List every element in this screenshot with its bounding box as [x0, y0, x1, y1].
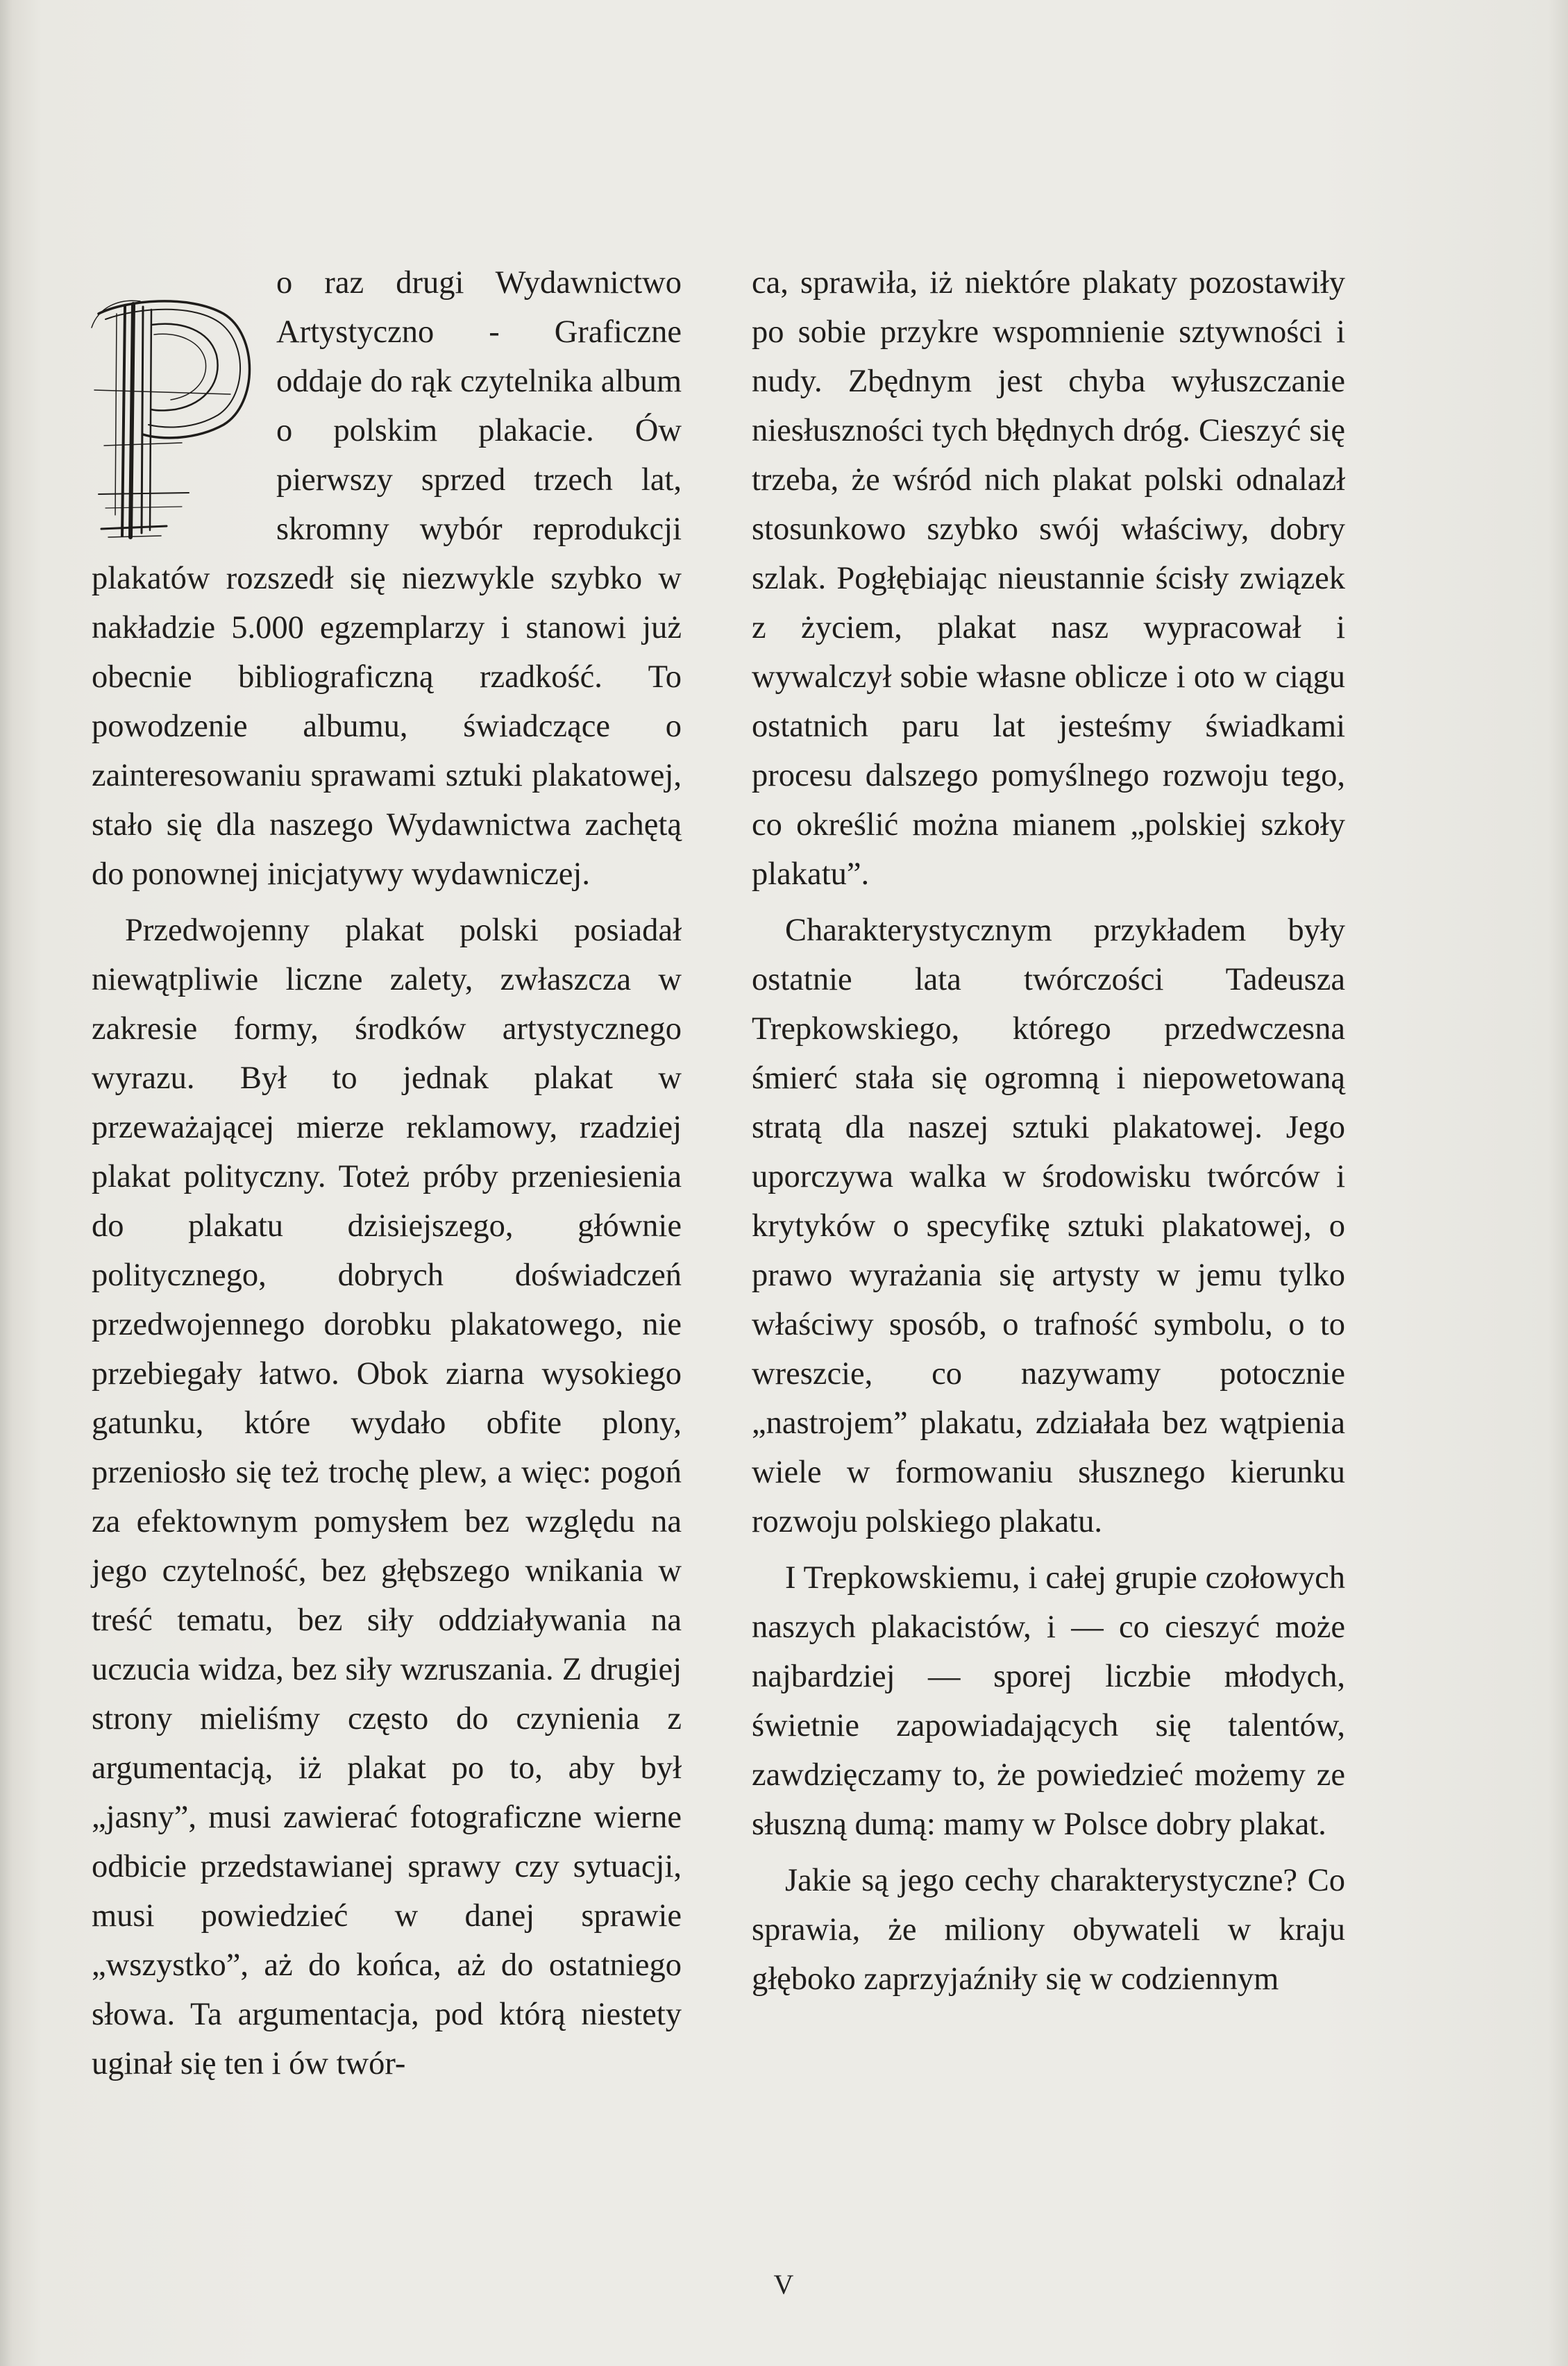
paragraph: ca, sprawiła, iż niektóre plakaty pozostawiły po sobie przykre wspomnienie sztywności i nudy. Zbędnym jest chyba wyłuszczanie niesłuszności tych błędnych dróg. Cieszyć się trzeba, że wśród nich plakat polski odnalazł stosunkowo szybko swój właściwy, dobry szlak. Pogłębiając nieustannie ścisły związek z życiem, plakat nasz wypracował i wywalczył sobie własne oblicze i oto w ciągu ostatnich paru lat jesteśmy świadkami procesu dalszego pomyślnego rozwoju tego, co określić można mianem „polskiej szkoły plakatu”.	[752, 265, 1345, 892]
page-number: V	[773, 2269, 795, 2300]
paragraph: o raz drugi Wydawnictwo Artystyczno - Graficzne oddaje do rąk czytelnika album o polskim plakacie. Ów pierwszy sprzed trzech lat, skromny wybór reprodukcji plakatów rozszedł się niezwykle szybko w nakładzie 5.000 egzemplarzy i stanowi już obecnie bibliograficzną rzadkość. To powodzenie albumu, świadczące o zainteresowaniu sprawami sztuki plakatowej, stało się dla naszego Wydawnictwa zachętą do ponownej inicjatywy wydawniczej.	[92, 265, 682, 892]
left-text-column	[92, 258, 682, 2088]
decorative-initial-p	[85, 286, 264, 546]
right-text-column	[752, 258, 1345, 2004]
paragraph: Przedwojenny plakat polski posiadał niewątpliwie liczne zalety, zwłaszcza w zakresie formy, środków artystycznego wyrazu. Był to jednak plakat w przeważającej mierze reklamowy, rzadziej plakat polityczny. Toteż próby przeniesienia do plakatu dzisiejszego, głównie politycznego, dobrych doświadczeń przedwojennego dorobku plakatowego, nie przebiegały łatwo. Obok ziarna wysokiego gatunku, które wydało obfite plony, przeniosło się też trochę plew, a więc: pogoń za efektownym pomysłem bez względu na jego czytelność, bez głębszego wnikania w treść tematu, bez siły oddziaływania na uczucia widza, bez siły wzruszania. Z drugiej strony mieliśmy często do czynienia z argumentacją, iż plakat po to, aby był „jasny”, musi zawierać fotograficzne wierne odbicie przedstawianej sprawy czy sytuacji, musi powiedzieć w danej sprawie „wszystko”, aż do końca, aż do ostatniego słowa. Ta argumentacja, pod którą niestety uginał się ten i ów twór-	[92, 913, 682, 2081]
initial-p-drawing	[85, 286, 264, 546]
paragraph: I Trepkowskiemu, i całej grupie czołowych naszych plakacistów, i — co cieszyć może najbardziej — sporej liczbie młodych, świetnie zapowiadających się talentów, zawdzięczamy to, że powiedzieć możemy ze słuszną dumą: mamy w Polsce dobry plakat.	[752, 1560, 1345, 1842]
paragraph: Jakie są jego cechy charakterystyczne? Co sprawia, że miliony obywateli w kraju głęboko zaprzyjaźniły się w codziennym	[752, 1863, 1345, 1997]
paragraph: Charakterystycznym przykładem były ostatnie lata twórczości Tadeusza Trepkowskiego, którego przedwczesna śmierć stała się ogromną i niepowetowaną stratą dla naszej sztuki plakatowej. Jego uporczywa walka w środowisku twórców i krytyków o specyfikę sztuki plakatowej, o prawo wyrażania się artysty w jemu tylko właściwy sposób, o trafność symbolu, o to wreszcie, co nazywamy potocznie „nastrojem” plakatu, zdziałała bez wątpienia wiele w formowaniu słusznego kierunku rozwoju polskiego plakatu.	[752, 913, 1345, 1539]
